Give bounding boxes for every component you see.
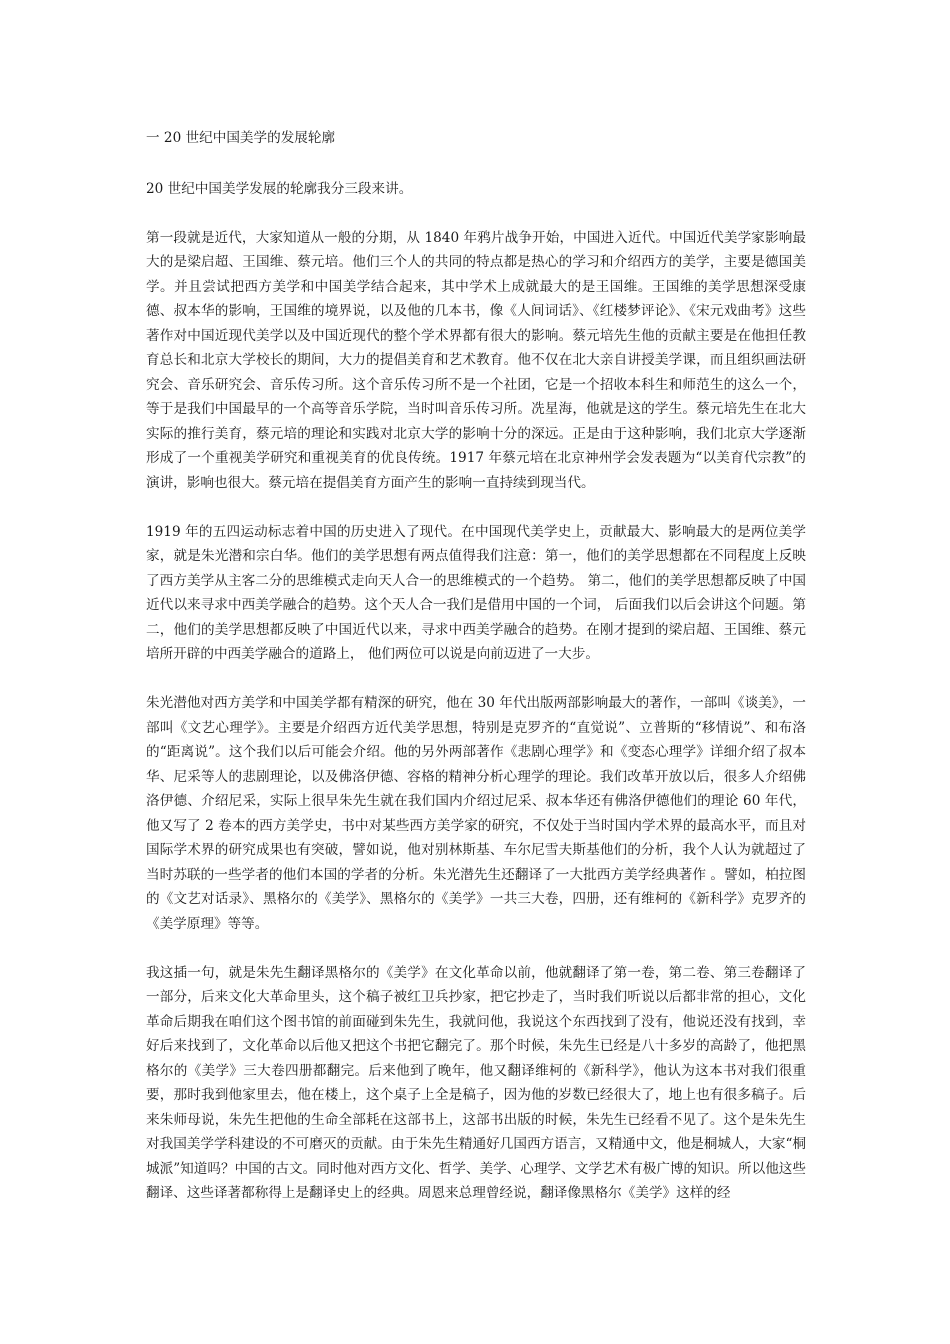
paragraph-modern-period: 第一段就是近代，大家知道从一般的分期，从 1840 年鸦片战争开始，中国进入近代。中国近代美学家影响最大的是梁启超、王国维、蔡元培。他们三个人的共同的特点都是热心的学习和介绍西方的美学，主要是德国美学。并且尝试把西方美学和中国美学结合起来，其中学术上成就最大的是王国维。王国维的美学思想深受康德、叔本华的影响，王国维的境界说，以及他的几本书，像《人间词话》、《红楼梦评论》、《宋元戏曲考》这些著作对中国近现代美学以及中国近现代的整个学术界都有很大的影响。蔡元培先生他的贡献主要是在他担任教育总长和北京大学校长的期间，大力的提倡美育和艺术教育。他不仅在北大亲自讲授美学课，而且组织画法研究会、音乐研究会、音乐传习所。这个音乐传习所不是一个社团，它是一个招收本科生和师范生的这么一个，等于是我们中国最早的一个高等音乐学院，当时叫音乐传习所。冼星海，他就是这的学生。蔡元培先生在北大实际的推行美育，蔡元培的理论和实践对北京大学的影响十分的深远。正是由于这种影响，我们北京大学逐渐形成了一个重视美学研究和重视美育的优良传统。1917 年蔡元培在北京神州学会发表题为“以美育代宗教”的演讲，影响也很大。蔡元培在提倡美育方面产生的影响一直持续到现当代。 bbox=[146, 229, 806, 491]
paragraph-translation-anecdote: 我这插一句，就是朱先生翻译黑格尔的《美学》在文化革命以前，他就翻译了第一卷，第二卷、第三卷翻译了一部分，后来文化大革命里头，这个稿子被红卫兵抄家，把它抄走了，当时我们听说以后都非常的担心，文化革命后期我在咱们这个图书馆的前面碰到朱先生，我就问他，我说这个东西找到了没有，他说还没有找到，幸好后来找到了，文化革命以后他又把这个书把它翻完了。那个时候，朱先生已经是八十多岁的高龄了，他把黑格尔的《美学》三大卷四册都翻完。后来他到了晚年，他又翻译维柯的《新科学》，他认为这本书对我们很重要，那时我到他家里去，他在楼上，这个桌子上全是稿子，因为他的岁数已经很大了，地上也有很多稿子。后来朱师母说，朱先生把他的生命全部耗在这部书上，这部书出版的时候，朱先生已经看不见了。这个是朱先生对我国美学学科建设的不可磨灭的贡献。由于朱先生精通好几国西方语言，又精通中文，他是桐城人，大家“桐城派”知道吗？中国的古文。同时他对西方文化、哲学、美学、心理学、文学艺术有极广博的知识。所以他这些翻译、这些译著都称得上是翻译史上的经典。周恩来总理曾经说，翻译像黑格尔《美学》这样的经 bbox=[146, 964, 806, 1201]
section-heading: 一 20 世纪中国美学的发展轮廓 bbox=[146, 130, 336, 146]
document-body bbox=[146, 126, 806, 1206]
paragraph-intro: 20 世纪中国美学发展的轮廓我分三段来讲。 bbox=[146, 180, 413, 197]
paragraph-zhu-guangqian: 朱光潜他对西方美学和中国美学都有精深的研究，他在 30 年代出版两部影响最大的著作，一部叫《谈美》，一部叫《文艺心理学》。主要是介绍西方近代美学思想，特别是克罗齐的“直觉说”、立普斯的“移情说”、和布洛的“距离说”。这个我们以后可能会介绍。他的另外两部著作《悲剧心理学》和《变态心理学》详细介绍了叔本华、尼采等人的悲剧理论，以及佛洛伊德、容格的精神分析心理学的理论。我们改革开放以后，很多人介绍佛洛伊德、介绍尼采，实际上很早朱先生就在我们国内介绍过尼采、叔本华还有佛洛伊德他们的理论 60 年代，他又写了 2 卷本的西方美学史，书中对某些西方美学家的研究，不仅处于当时国内学术界的最高水平，而且对国际学术界的研究成果也有突破，譬如说，他对别林斯基、车尔尼雪夫斯基他们的分析，我个人认为就超过了当时苏联的一些学者的他们本国的学者的分析。朱光潜先生还翻译了一大批西方美学经典著作 。譬如，柏拉图的《文艺对话录》、黑格尔的《美学》、黑格尔的《美学》一共三大卷，四册，还有维柯的《新科学》克罗齐的《美学原理》等等。 bbox=[146, 695, 806, 932]
paragraph-may-fourth: 1919 年的五四运动标志着中国的历史进入了现代。在中国现代美学史上，贡献最大、影响最大的是两位美学家，就是朱光潜和宗白华。他们的美学思想有两点值得我们注意：第一，他们的美学思想都在不同程度上反映了西方美学从主客二分的思维模式走向天人合一的思维模式的一个趋势。 第二，他们的美学思想都反映了中国近代以来寻求中西美学融合的趋势。这个天人合一我们是借用中国的一个词， 后面我们以后会讲这个问题。第二，他们的美学思想都反映了中国近代以来，寻求中西美学融合的趋势。在刚才提到的梁启超、王国维、蔡元培所开辟的中西美学融合的道路上， 他们两位可以说是向前迈进了一大步。 bbox=[146, 523, 806, 662]
